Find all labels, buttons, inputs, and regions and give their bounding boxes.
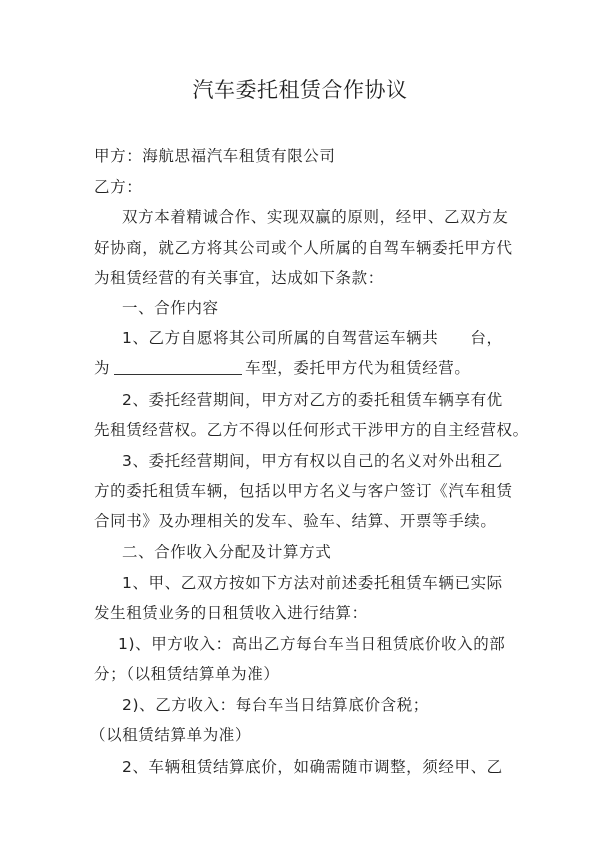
clause1-line-2 xyxy=(94,358,471,378)
sec2-clause1-line-1: 1、甲、乙双方按如下方法对前述委托租赁车辆已实际 xyxy=(122,574,503,592)
income-b-line-2: （以租赁结算单为准） xyxy=(90,726,252,744)
clause2-line-2: 先租赁经营权。乙方不得以任何形式干涉甲方的自主经营权。 xyxy=(94,421,529,439)
vehicle-model-blank xyxy=(114,360,242,375)
income-b-line-1: 2)、乙方收入：每台车当日结算底价含税； xyxy=(122,696,429,714)
intro-line-3: 为租赁经营的有关事宜，达成如下条款： xyxy=(94,269,384,287)
clause1-text-end: 台， xyxy=(470,329,503,347)
intro-line-2: 好协商，就乙方将其公司或个人所属的自驾车辆委托甲方代 xyxy=(94,239,513,257)
sec2-clause1-line-2: 发生租赁业务的日租赁收入进行结算： xyxy=(94,604,368,622)
clause1-text-start: 1、乙方自愿将其公司所属的自驾营运车辆共 xyxy=(122,329,439,347)
income-a-line-1: 1)、甲方收入：高出乙方每台车当日租赁底价收入的部 xyxy=(118,635,506,653)
clause3-line-3: 合同书》及办理相关的发车、验车、结算、开票等手续。 xyxy=(94,512,497,530)
section1-heading: 一、合作内容 xyxy=(122,299,219,317)
clause3-line-2: 方的委托租赁车辆，包括以甲方名义与客户签订《汽车租赁 xyxy=(94,482,513,500)
clause1-line2-end: 车型，委托甲方代为租赁经营。 xyxy=(245,359,471,377)
clause2-line-1: 2、委托经营期间，甲方对乙方的委托租赁车辆享有优 xyxy=(122,391,503,409)
income-a-line-2: 分；（以租赁结算单为准） xyxy=(94,665,280,683)
party-b-line: 乙方： xyxy=(94,178,143,196)
section2-heading: 二、合作收入分配及计算方式 xyxy=(122,543,332,561)
clause1-line-1 xyxy=(122,328,503,348)
party-a-line: 甲方：海航思福汽车租赁有限公司 xyxy=(94,147,336,165)
intro-line-1: 双方本着精诚合作、实现双赢的原则，经甲、乙双方友 xyxy=(122,208,509,226)
sec2-clause2-line-1: 2、车辆租赁结算底价，如确需随市调整，须经甲、乙 xyxy=(122,758,503,776)
document-title: 汽车委托租赁合作协议 xyxy=(192,78,408,102)
clause3-line-1: 3、委托经营期间，甲方有权以自己的名义对外出租乙 xyxy=(122,452,503,470)
clause1-line2-start: 为 xyxy=(94,359,111,377)
